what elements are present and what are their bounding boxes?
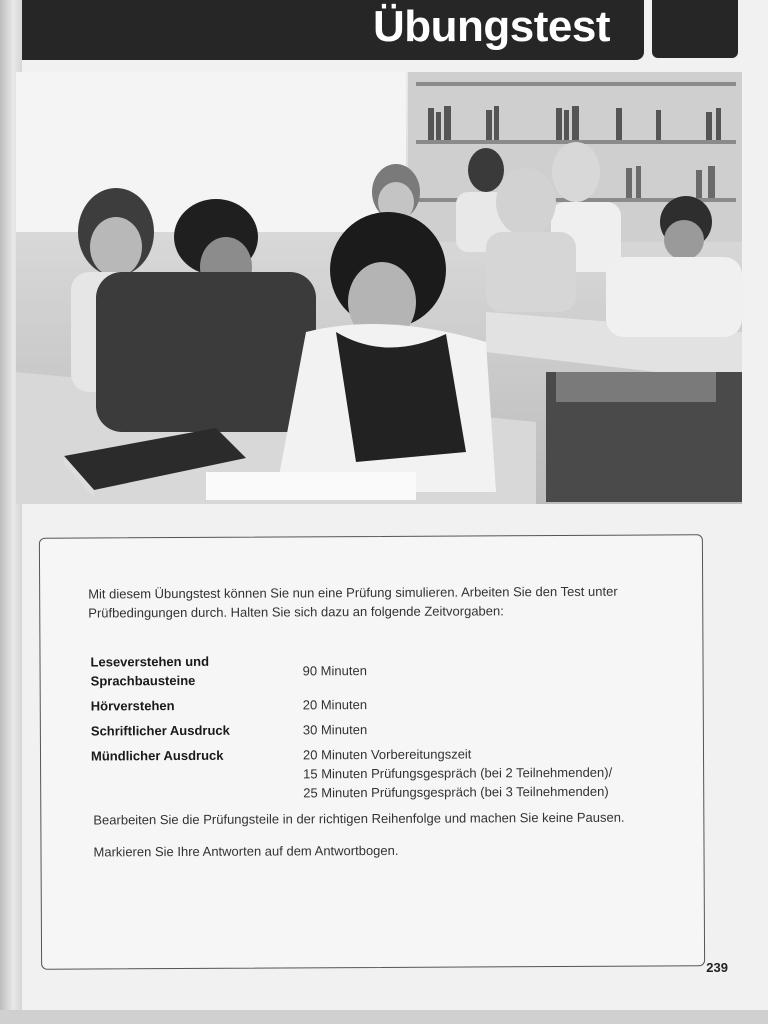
duration-line: 20 Minuten Vorbereitungszeit: [302, 746, 472, 763]
section-duration: [302, 651, 367, 689]
duration-line: 15 Minuten Prüfungsgespräch (bei 2 Teilnehmenden)/: [303, 764, 613, 782]
duration-text: 90 Minuten: [302, 663, 367, 679]
row-hoerverstehen: [91, 693, 671, 715]
section-label: Mündlicher Ausdruck: [90, 747, 224, 764]
page-title: Übungstest: [373, 2, 610, 51]
row-schriftlich: [91, 718, 671, 740]
page-bottom-edge: [0, 1010, 768, 1024]
row-leseverstehen: [90, 649, 670, 690]
section-duration: 20 Minuten: [302, 697, 368, 713]
section-label: Hörverstehen: [90, 698, 175, 714]
instruction-answer-sheet: Markieren Sie Ihre Antworten auf dem Antwortbogen.: [93, 842, 399, 860]
section-duration: 30 Minuten: [302, 722, 368, 738]
page-number: 239: [706, 960, 728, 975]
classroom-photo: [16, 72, 742, 504]
section-label-line2: Sprachbausteine: [90, 672, 196, 689]
row-muendlich: [91, 743, 671, 803]
header-bar: [22, 0, 644, 60]
info-box: [39, 534, 705, 969]
time-table: [90, 649, 671, 809]
section-label: Schriftlicher Ausdruck: [90, 722, 230, 739]
duration-line: 25 Minuten Prüfungsgespräch (bei 3 Teilnehmenden): [303, 783, 609, 801]
section-label: [90, 651, 302, 690]
header-tab: [652, 0, 738, 58]
instruction-order: Bearbeiten Sie die Prüfungsteile in der richtigen Reihenfolge und machen Sie keine Pausen.: [93, 809, 625, 828]
intro-text: Mit diesem Übungstest können Sie nun eine Prüfung simulieren. Arbeiten Sie den Test unter Prüfbedingungen durch. Halten Sie sich dazu an folgende Zeitvorgaben:: [88, 583, 618, 621]
section-label-line1: Leseverstehen und: [90, 653, 210, 670]
section-duration: [303, 744, 612, 803]
